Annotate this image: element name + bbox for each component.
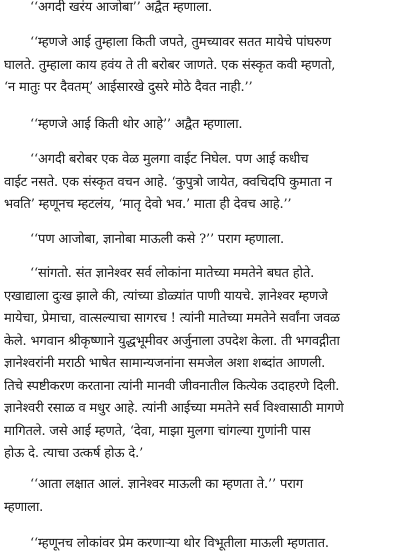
text-line: भवति’ म्हणूनच म्हटलंय, ‘मातृ देवो भव.’ माता ही देवच आहे.’’ <box>4 197 292 212</box>
text-line: ‘न मातुः पर दैवतम्’ आईसारखे दुसरे मोठे दैवत नाही.’’ <box>4 80 253 95</box>
text-line: एखाद्याला दुःख झाले की, त्यांच्या डोळ्यांत पाणी यायचे. ज्ञानेश्वर म्हणजे <box>4 288 328 304</box>
text-line: ‘‘अगदी खरंय आजोबा’’ अद्वैत म्हणाला. <box>30 0 213 15</box>
text-line: मागितले. जसे आई म्हणते, ‘देवा, माझा मुलगा चांगल्या गुणांनी पास <box>4 423 311 439</box>
paragraph-7 <box>4 474 408 519</box>
text-line: ‘‘म्हणूनच लोकांवर प्रेम करणाऱ्या थोर विभूतीला माऊली म्हणतात. <box>30 536 329 551</box>
text-line: तिचे स्पष्टीकरण करताना त्यांनी मानवी जीवनातील कित्येक उदाहरणे दिली. <box>4 378 340 394</box>
text-line: ‘‘सांगतो. संत ज्ञानेश्वर सर्व लोकांना मातेच्या ममतेने बघत होते. <box>30 266 315 281</box>
paragraph-6 <box>4 263 408 466</box>
paragraph-2 <box>4 32 408 100</box>
text-line: मायेचा, प्रेमाचा, वात्सल्याचा सागरच ! त्यांनी मातेच्या ममतेने सर्वांना जवळ <box>4 311 340 326</box>
text-line: घालते. तुम्हाला काय हवंय ते ती बरोबर जाणते. एक संस्कृत कवी म्हणतो, <box>4 57 336 73</box>
text-line: ज्ञानेश्वरांनी मराठी भाषेत सामान्यजनांना समजेल अशा शब्दांत आणली. <box>4 356 326 371</box>
text-line: ‘‘पण आजोबा, ज्ञानोबा माऊली कसे ?’’ पराग म्हणाला. <box>30 232 284 247</box>
text-line: ‘‘अगदी बरोबर एक वेळ मुलगा वाईट निघेल. पण आई कधीच <box>30 152 309 167</box>
paragraph-5 <box>4 229 408 252</box>
paragraph-3 <box>4 114 408 137</box>
paragraph-4 <box>4 149 408 217</box>
paragraph-8 <box>4 533 408 556</box>
text-line: ‘‘आता लक्षात आलं. ज्ञानेश्वर माऊली का म्हणता ते.’’ पराग <box>30 477 303 492</box>
text-line: ‘‘म्हणजे आई किती थोर आहे’’ अद्वैत म्हणाला. <box>30 117 243 132</box>
text-line: ज्ञानेश्वरी रसाळ व मधुर आहे. त्यांनी आईच्या ममतेने सर्व विश्वासाठी मागणे <box>4 401 344 416</box>
text-line: ‘‘म्हणजे आई तुम्हाला किती जपते, तुमच्यावर सतत मायेचे पांघरुण <box>30 35 331 50</box>
paragraph-1 <box>4 0 408 20</box>
text-line: केले. भगवान श्रीकृष्णाने युद्धभूमीवर अर्जुनाला उपदेश केला. ती भगवद्गीता <box>4 333 340 349</box>
text-line: वाईट नसते. एक संस्कृत वचन आहे. ‘कुपुत्रो जायेत, क्वचिदपि कुमाता न <box>4 174 332 190</box>
text-line: म्हणाला. <box>4 499 44 515</box>
text-line: होऊ दे. त्याचा उत्कर्ष होऊ दे.’ <box>4 446 144 461</box>
